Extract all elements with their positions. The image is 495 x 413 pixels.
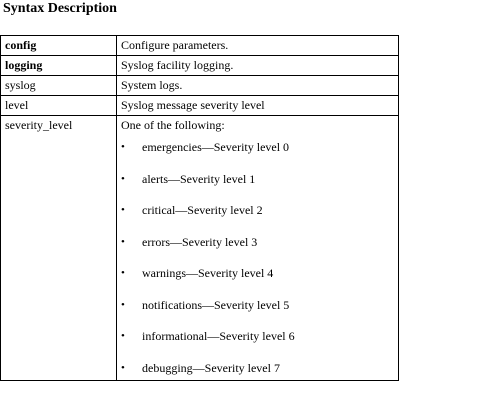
description-logging: Syslog facility logging. bbox=[117, 56, 399, 76]
description-syslog: System logs. bbox=[117, 76, 399, 96]
keyword-syslog: syslog bbox=[1, 76, 117, 96]
table-row-config bbox=[1, 36, 399, 56]
bullet-icon: • bbox=[121, 267, 125, 279]
syntax-table bbox=[0, 35, 399, 381]
bullet-icon: • bbox=[121, 298, 125, 311]
keyword-level: level bbox=[1, 96, 117, 116]
description-config: Configure parameters. bbox=[117, 36, 399, 56]
list-item: • critical—Severity level 2 bbox=[121, 203, 263, 217]
table-row-syslog bbox=[1, 76, 399, 96]
list-item: • notifications—Severity level 5 bbox=[121, 297, 290, 312]
bullet-icon: • bbox=[121, 330, 125, 342]
bullet-icon: • bbox=[121, 361, 125, 374]
list-item: • debugging—Severity level 7 bbox=[121, 360, 280, 375]
bullet-icon: • bbox=[121, 172, 125, 185]
keyword-logging: logging bbox=[1, 56, 117, 76]
severity-intro: One of the following: bbox=[121, 118, 225, 132]
bullet-icon: • bbox=[121, 235, 125, 248]
keyword-severity-level: severity_level bbox=[1, 116, 117, 381]
severity-level-description bbox=[117, 116, 399, 381]
section-title: Syntax Description bbox=[3, 1, 117, 16]
description-level: Syslog message severity level bbox=[117, 96, 399, 116]
list-item: • errors—Severity level 3 bbox=[121, 234, 258, 249]
table-row-severity-level bbox=[1, 116, 399, 381]
list-item: • emergencies—Severity level 0 bbox=[121, 140, 290, 154]
list-item: • warnings—Severity level 4 bbox=[121, 266, 274, 280]
keyword-config: config bbox=[1, 36, 117, 56]
bullet-icon: • bbox=[121, 141, 125, 153]
table-row-logging bbox=[1, 56, 399, 76]
severity-level-list bbox=[121, 140, 394, 380]
list-item: • informational—Severity level 6 bbox=[121, 329, 295, 343]
list-item: • alerts—Severity level 1 bbox=[121, 171, 256, 186]
table-row-level bbox=[1, 96, 399, 116]
bullet-icon: • bbox=[121, 204, 125, 216]
